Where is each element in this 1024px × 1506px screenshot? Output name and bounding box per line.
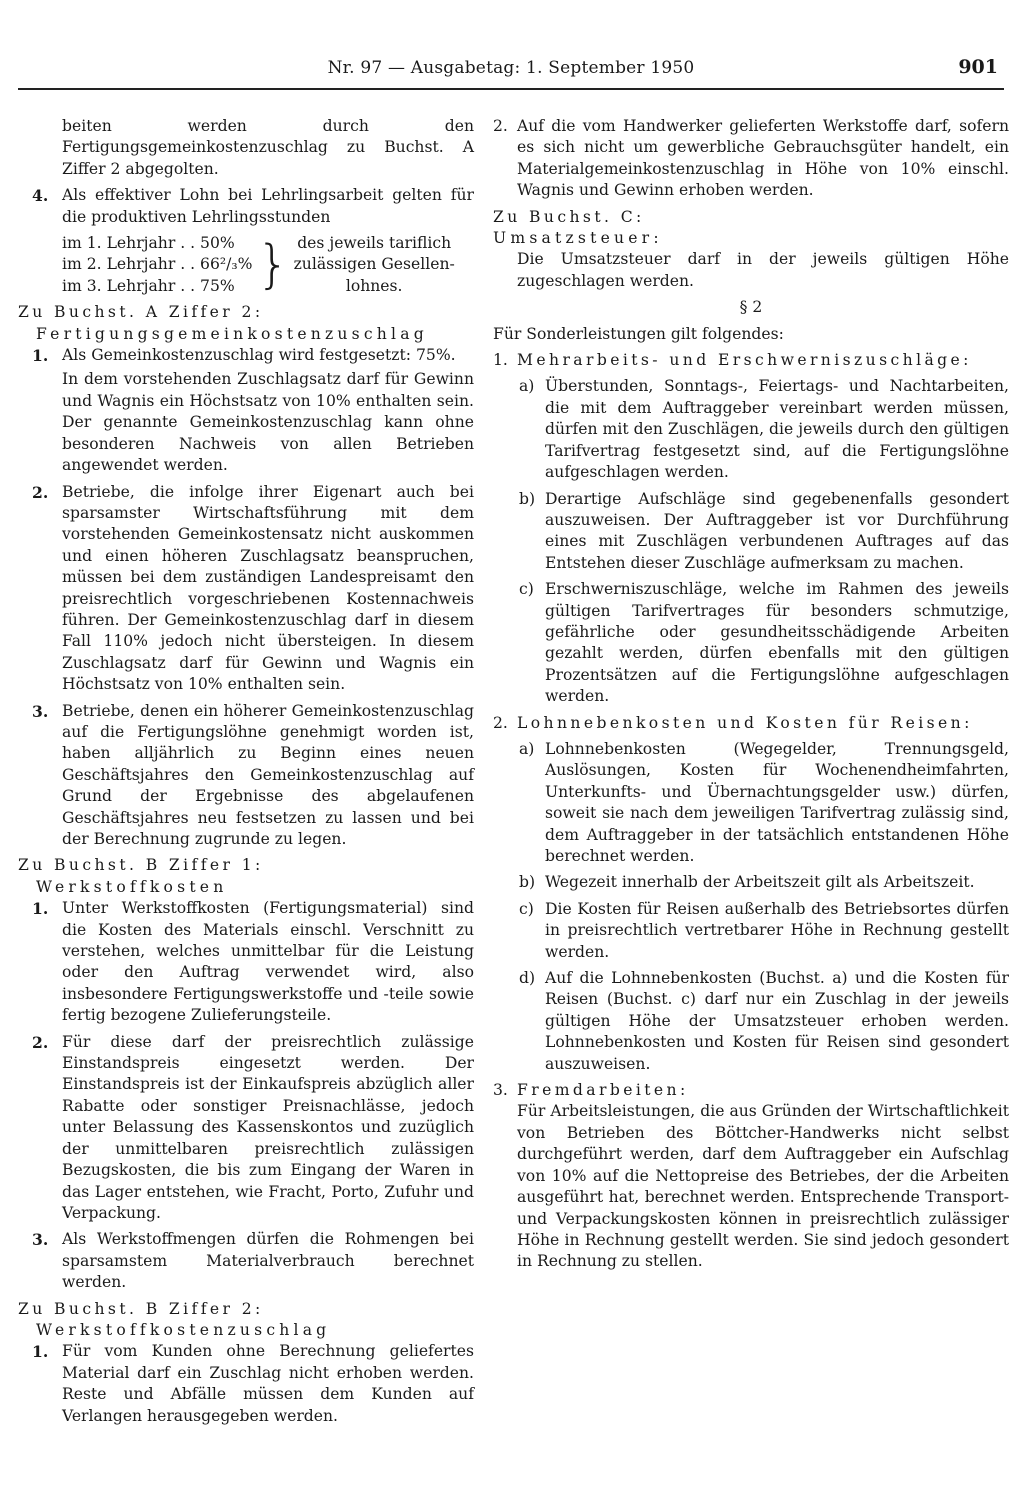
section-title-c: Umsatzsteuer: <box>493 229 663 248</box>
left-column <box>18 116 474 1432</box>
item-text: Für vom Kunden ohne Berechnung geliefertes Material darf ein Zuschlag nicht erhoben werden. Reste und Abfälle müssen dem Kunden auf Verlangen herausgegeben werden. <box>62 1342 474 1425</box>
sub-item-2b <box>493 872 1009 893</box>
page-header <box>18 58 1004 88</box>
brace-icon: } <box>256 235 290 296</box>
sub-letter: a) <box>519 377 535 396</box>
wage-note <box>294 233 455 297</box>
item-title: Fremdarbeiten: <box>517 1081 689 1100</box>
note-line: lohnes. <box>345 276 403 295</box>
special-item-1 <box>493 350 1009 371</box>
continuation-text: beiten werden durch den Fertigungsgemeinkostenzuschlag zu Buchst. A Ziffer 2 abgegolten. <box>62 117 474 178</box>
sub-item-1a <box>493 376 1009 483</box>
item-text: Betriebe, denen ein höherer Gemeinkostenzuschlag auf die Fertigungslöhne genehmigt worden ist, haben alljährlich zu Beginn eines neuen Geschäftsjahres den Gemeinkostenzuschlag auf Grund der Ergebnisse des abgelaufenen Geschäftsjahres neu festsetzen zu lassen und bei der Berechnung zugrunde zu legen. <box>62 701 474 848</box>
section-heading-b1: Zu Buchst. B Ziffer 1: <box>18 856 264 875</box>
item-number: 1. <box>493 351 508 370</box>
section-title-b1: Werkstoffkosten <box>36 877 228 896</box>
section-c-text: Die Umsatzsteuer darf in der jeweils gültigen Höhe zugeschlagen werden. <box>517 250 1009 290</box>
sub-text: Lohnnebenkosten (Wegegelder, Trennungsgeld, Auslösungen, Kosten für Wochenendheimfahrten, Unterkunfts- und Übernachtungsgelder usw.) dürfen, soweit sie nach dem jeweiligen Tarifvertrag zulässig sind, dem Auftraggeber in der tatsächlich entstandenen Höhe berechnet werden. <box>545 739 1009 865</box>
item-extra-text: In dem vorstehenden Zuschlagsatz darf für Gewinn und Wagnis ein Höchstsatz von 10% enthalten sein. Der genannte Gemeinkostenzuschlag kann ohne besonderen Nachweis von allen Betrieben angewendet werden. <box>62 370 474 475</box>
note-line: des jeweils tariflich <box>297 234 452 253</box>
item-b2-1 <box>18 1341 474 1427</box>
item-text: Auf die vom Handwerker gelieferten Werkstoffe darf, sofern es sich nicht um gewerbliche Gebrauchsgüter handelt, ein Materialgemeinkostenzuschlag in Höhe von 10% einschl. Wagnis und Gewinn erhoben werden. <box>517 117 1009 200</box>
apprentice-year-table <box>62 233 474 297</box>
item-number: 4. <box>32 186 49 206</box>
header-rule <box>18 88 1004 90</box>
section-title-a2: Fertigungsgemeinkostenzuschlag <box>36 324 428 343</box>
item-text: Als Werkstoffmengen dürfen die Rohmengen bei sparsamstem Materialverbrauch berechnet werden. <box>62 1230 474 1292</box>
right-column <box>493 116 1009 1278</box>
item-number: 3. <box>32 701 49 721</box>
item-text: Als Gemeinkostenzuschlag wird festgesetzt: 75%. <box>62 346 456 365</box>
sub-item-1b <box>493 489 1009 575</box>
item-number: 2. <box>493 713 508 732</box>
paragraph-intro: Für Sonderleistungen gilt folgendes: <box>493 324 784 343</box>
sub-letter: c) <box>519 580 534 599</box>
sub-letter: a) <box>519 739 535 758</box>
page-number: 901 <box>958 56 998 78</box>
item-b2-2 <box>493 116 1009 202</box>
section-title-b2: Werkstoffkostenzuschlag <box>36 1320 331 1339</box>
sub-text: Die Kosten für Reisen außerhalb des Betriebsortes dürfen in preisrechtlich vertretbarer Höhe in Rechnung gestellt werden. <box>545 899 1009 961</box>
item-text: Als effektiver Lohn bei Lehrlingsarbeit gelten für die produktiven Lehrlingsstunden <box>62 186 474 226</box>
item-text: Für Arbeitsleistungen, die aus Gründen der Wirtschaftlichkeit von Betrieben des Böttcher-Handwerks nicht selbst durchgeführt werden, darf dem Auftraggeber ein Aufschlag von 10% auf die Nettopreise des Betriebes, der die Arbeiten ausgeführt hat, berechnet werden. Entsprechende Transport- und Verpackungskosten können in preisrechtlich zulässiger Höhe in Rechnung gestellt werden. Sie sind jedoch gesondert in Rechnung zu stellen. <box>517 1102 1009 1271</box>
item-a2-1 <box>18 345 474 476</box>
year-2: im 2. Lehrjahr . . 66²/₃% <box>62 255 253 274</box>
item-number: 1. <box>32 899 49 919</box>
sub-item-1c <box>493 579 1009 707</box>
item-title: Mehrarbeits- und Erschwerniszuschläge: <box>517 351 972 370</box>
item-number: 1. <box>32 1342 49 1362</box>
special-item-3 <box>493 1080 1009 1273</box>
note-line: zulässigen Gesellen- <box>293 255 455 274</box>
item-number: 3. <box>493 1081 508 1100</box>
paragraph-symbol: § 2 <box>739 298 763 317</box>
item-title: Lohnnebenkosten und Kosten für Reisen: <box>517 713 973 732</box>
item-number: 3. <box>32 1230 49 1250</box>
apprentice-years <box>62 233 252 297</box>
item-text: Für diese darf der preisrechtlich zulässige Einstandspreis eingesetzt werden. Der Einstandspreis ist der Einkaufspreis abzüglich aller Rabatte oder sonstiger Preisnachlässe, jedoch unter Belassung des Kassenskontos und zuzüglich der unmittelbaren preisrechtlich zulässigen Bezugskosten, die bis zum Eingang der Waren in das Lager entstehen, wie Fracht, Porto, Zufuhr und Verpackung. <box>62 1032 474 1222</box>
year-3: im 3. Lehrjahr . . 75% <box>62 276 235 295</box>
sub-text: Auf die Lohnnebenkosten (Buchst. a) und die Kosten für Reisen (Buchst. c) darf nur ein Zuschlag in der jeweils gültigen Höhe der Umsatzsteuer erhoben werden. Lohnnebenkosten und Kosten für Reisen sind gesondert auszuweisen. <box>545 969 1009 1073</box>
section-heading-c: Zu Buchst. C: <box>493 207 645 226</box>
special-item-2 <box>493 713 1009 734</box>
item-text: Betriebe, die infolge ihrer Eigenart auch bei sparsamster Wirtschaftsführung mit dem vorstehenden Gemeinkostensatz nicht auskommen und einen höheren Zuschlagsatz beanspruchen, müssen bei dem zuständigen Landespreisamt den preisrechtlich vorgeschriebenen Kostennachweis führen. Der Gemeinkostenzuschlag darf in diesem Fall 110% jedoch nicht übersteigen. In diesem Zuschlagsatz darf für Gewinn und Wagnis ein Höchstsatz von 10% enthalten sein. <box>62 482 474 694</box>
item-b1-1 <box>18 898 474 1026</box>
item-number: 2. <box>32 482 49 502</box>
item-number: 2. <box>493 117 508 135</box>
item-b1-2 <box>18 1032 474 1225</box>
item-text: Unter Werkstoffkosten (Fertigungsmaterial) sind die Kosten des Materials einschl. Verschnitt zu verstehen, welches unmittelbar für die Leistung oder den Auftrag verwendet wird, also insbesondere Fertigungswerkstoffe und -teile sowie fertig bezogene Zulieferungsteile. <box>62 899 474 1025</box>
item-b1-3 <box>18 1229 474 1293</box>
item-number: 1. <box>32 346 49 366</box>
year-1: im 1. Lehrjahr . . 50% <box>62 234 235 253</box>
item-4 <box>18 185 474 228</box>
sub-text: Derartige Aufschläge sind gegebenenfalls gesondert auszuweisen. Der Auftraggeber ist vor Durchführung eines mit Zuschlägen verbundenen Auftrages auf das Entstehen dieser Zuschläge aufmerksam zu machen. <box>545 489 1009 572</box>
section-heading-b2: Zu Buchst. B Ziffer 2: <box>18 1299 264 1318</box>
item-a2-2 <box>18 482 474 696</box>
sub-letter: b) <box>519 873 536 892</box>
sub-item-2a <box>493 739 1009 867</box>
item-a2-3 <box>18 701 474 851</box>
sub-letter: d) <box>519 969 536 988</box>
sub-letter: b) <box>519 489 536 508</box>
sub-item-2d <box>493 968 1009 1075</box>
item-number: 2. <box>32 1032 49 1052</box>
sub-letter: c) <box>519 899 534 918</box>
sub-text: Wegezeit innerhalb der Arbeitszeit gilt als Arbeitszeit. <box>545 873 975 892</box>
sub-text: Überstunden, Sonntags-, Feiertags- und Nachtarbeiten, die mit dem Auftraggeber vereinbart werden müssen, dürfen mit den Zuschlägen, die jeweils durch den gültigen Tarifvertrag festgesetzt sind, auf die Fertigungslöhne aufgeschlagen werden. <box>545 377 1009 482</box>
issue-line: Nr. 97 — Ausgabetag: 1. September 1950 <box>327 58 695 78</box>
sub-item-2c <box>493 899 1009 963</box>
sub-text: Erschwerniszuschläge, welche im Rahmen des jeweils gültigen Tarifvertrages für besonders schmutzige, gefährliche oder gesundheitsschädigende Arbeiten gezahlt werden, dürfen ebenfalls mit den gültigen Prozentsätzen auf die Fertigungslöhne aufgeschlagen werden. <box>545 580 1009 706</box>
section-heading-a2: Zu Buchst. A Ziffer 2: <box>18 303 264 322</box>
